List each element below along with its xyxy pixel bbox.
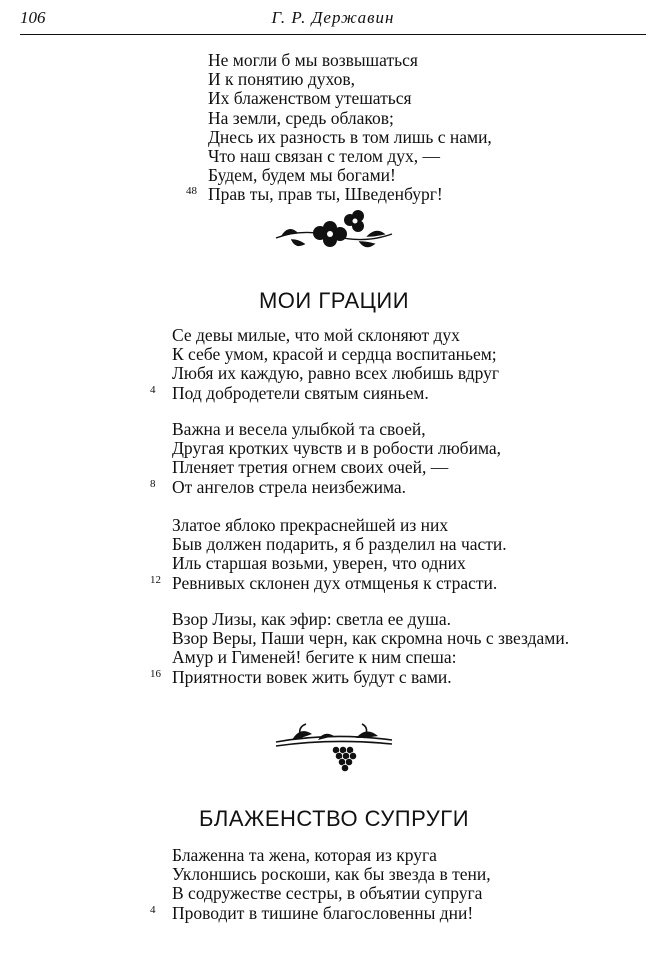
verse-line: Амур и Гименей! бегите к ним спеша: bbox=[172, 647, 457, 668]
verse-line: Иль старшая возьми, уверен, что одних bbox=[172, 553, 466, 574]
page-number: 106 bbox=[20, 8, 46, 27]
verse-line: Любя их каждую, равно всех любишь вдруг bbox=[172, 363, 500, 384]
running-head: Г. Р. Державин bbox=[271, 8, 395, 27]
verse-line: К себе умом, красой и сердца воспитаньем; bbox=[172, 344, 497, 365]
verse-line: Будем, будем мы богами! bbox=[208, 165, 396, 186]
line-number: 8 bbox=[150, 477, 156, 490]
verse-line: Днесь их разность в том лишь с нами, bbox=[208, 126, 492, 147]
grapevine-vignette-icon bbox=[272, 716, 396, 774]
verse-line: В содружестве сестры, в объятии супруга bbox=[172, 883, 483, 904]
poem-title: БЛАЖЕНСТВО СУПРУГИ bbox=[198, 806, 470, 831]
verse-line: 12 Ревнивых склонен дух отмщенья к страсти. bbox=[150, 572, 498, 593]
verse-line: Златое яблоко прекраснейшей из них bbox=[172, 515, 449, 535]
verse-line: 48 Прав ты, прав ты, Шведенбург! bbox=[186, 184, 443, 205]
line-number: 48 bbox=[186, 185, 197, 198]
verse-line: Что наш связан с телом дух, — bbox=[208, 146, 440, 167]
verse-line: Важна и весела улыбкой та своей, bbox=[172, 419, 426, 439]
stanza bbox=[150, 609, 570, 687]
stanza bbox=[150, 325, 500, 403]
line-number: 4 bbox=[150, 903, 156, 916]
stanza bbox=[150, 845, 491, 923]
verse-line: Уклоншись роскоши, как бы звезда в тени, bbox=[172, 864, 491, 885]
verse-line: Пленяет третия огнем своих очей, — bbox=[172, 457, 449, 478]
page-header bbox=[20, 6, 646, 35]
poem-title: МОИ ГРАЦИИ bbox=[258, 288, 410, 313]
verse-line: На земли, средь облаков; bbox=[208, 107, 394, 128]
verse-line: Другая кротких чувств и в робости любима, bbox=[172, 438, 502, 459]
verse-line: 16 Приятности вовек жить будут с вами. bbox=[150, 666, 452, 687]
stanza bbox=[150, 515, 507, 593]
verse-line: И к понятию духов, bbox=[208, 69, 356, 90]
line-number: 12 bbox=[150, 573, 161, 586]
verse-line: 4 Под добродетели святым сияньем. bbox=[150, 382, 429, 403]
poem-end-stanza bbox=[186, 50, 492, 205]
verse-line: Взор Веры, Паши черн, как скромна ночь с звездами. bbox=[172, 628, 570, 649]
stanza bbox=[150, 419, 502, 497]
verse-line: Быв должен подарить, я б разделил на части. bbox=[172, 534, 507, 555]
verse-line: 8 От ангелов стрела неизбежима. bbox=[150, 476, 407, 497]
verse-line: Блаженна та жена, которая из круга bbox=[172, 845, 437, 865]
line-number: 4 bbox=[150, 383, 156, 396]
verse-line: Взор Лизы, как эфир: светла ее душа. bbox=[172, 609, 451, 629]
line-number: 16 bbox=[150, 667, 161, 680]
floral-vignette-icon bbox=[272, 206, 396, 254]
verse-line: Се девы милые, что мой склоняют дух bbox=[172, 325, 460, 345]
verse-line: Не могли б мы возвышаться bbox=[208, 50, 418, 70]
verse-line: 4 Проводит в тишине благословенны дни! bbox=[150, 902, 474, 923]
verse-line: Их блаженством утешаться bbox=[208, 88, 412, 109]
